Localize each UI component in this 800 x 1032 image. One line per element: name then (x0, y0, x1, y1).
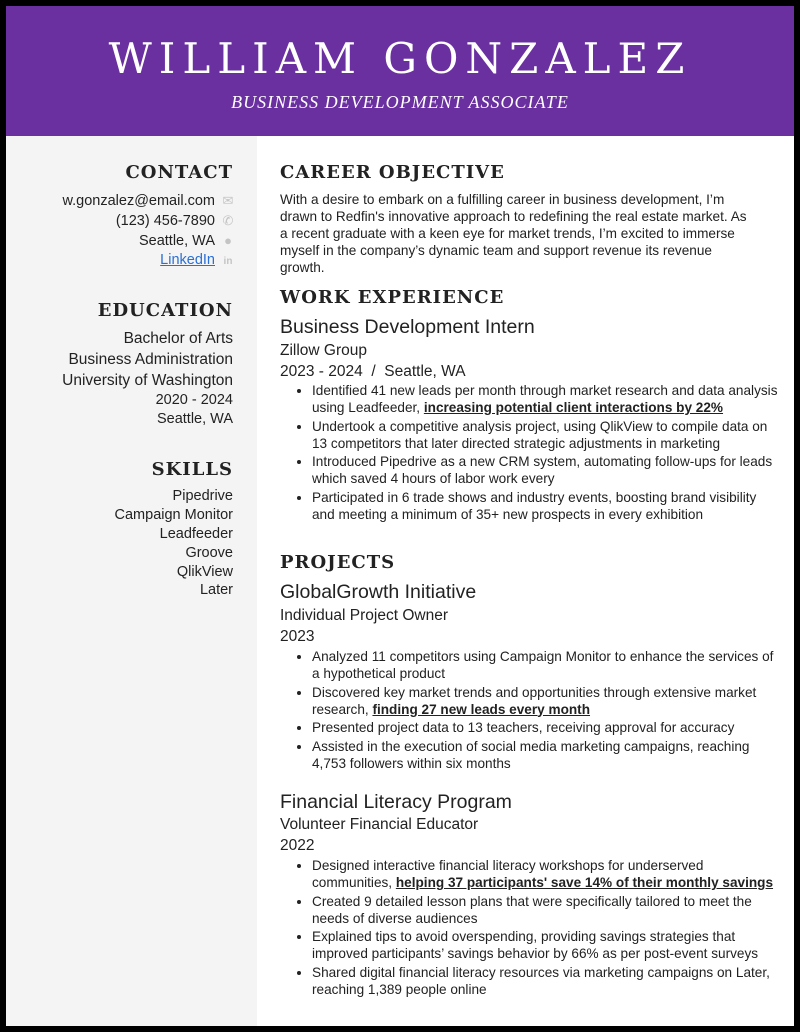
objective-text: With a desire to embark on a fulfilling career in business development, I’m drawn to Redfin's innovative approach to redefining the real estate market. As a recent graduate with a keen eye for market trends, I’m excited to immerse myself in the company’s dynamic team and support revenue its revenue growth. (280, 192, 747, 275)
envelope-icon: ✉ (222, 193, 234, 208)
education-degree: Bachelor of Arts (123, 330, 233, 347)
linkedin-icon: in (223, 256, 233, 267)
phone-text: (123) 456-7890 (115, 213, 215, 229)
list-item: • Participated in 6 trade shows and industry events, boosting brand visibility and meeting a minimum of 35+ new prospects in every exhibition (312, 489, 782, 523)
project-bullets (290, 648, 782, 773)
candidate-role: BUSINESS DEVELOPMENT ASSOCIATE (231, 92, 569, 112)
education-school: University of Washington (62, 372, 233, 389)
project-name: Financial Literacy Program (280, 791, 512, 813)
project-bullets (290, 857, 782, 999)
education-heading: EDUCATION (97, 300, 233, 321)
contact-heading: CONTACT (125, 162, 233, 183)
sidebar (6, 136, 257, 1026)
list-item: • Undertook a competitive analysis project, using QlikView to compile data on 13 competitors that later directed strategic adjustments in marketing (312, 418, 782, 452)
contact-email (62, 191, 235, 211)
job-title: Business Development Intern (280, 316, 535, 338)
phone-icon: ✆ (222, 213, 234, 228)
list-item: • Created 9 detailed lesson plans that were specifically tailored to meet the needs of diverse audiences (312, 893, 782, 927)
skills-heading: SKILLS (151, 459, 233, 480)
list-item: • Designed interactive financial literacy workshops for underserved communities, helping 37 participants' save 14% of their monthly savings (312, 857, 782, 891)
contact-linkedin (160, 251, 235, 271)
job-company: Zillow Group (280, 342, 367, 359)
job-dates-location: 2023 - 2024 / Seattle, WA (280, 363, 466, 380)
list-item: • Presented project data to 13 teachers, receiving approval for accuracy (312, 719, 782, 736)
education-dates: 2020 - 2024 (155, 392, 233, 408)
list-item: • Assisted in the execution of social media marketing campaigns, reaching 4,753 followers within six months (312, 738, 782, 772)
project-name: GlobalGrowth Initiative (280, 581, 477, 603)
list-item: • Discovered key market trends and opportunities through extensive market research, finding 27 new leads every month (312, 684, 782, 718)
projects-heading: PROJECTS (280, 552, 396, 573)
map-pin-icon: ● (224, 233, 232, 248)
project-year: 2022 (280, 837, 315, 854)
list-item: • Introduced Pipedrive as a new CRM system, automating follow-ups for leads which saved 4 hours of labor work every (312, 453, 782, 487)
skill-item: Leadfeeder (159, 526, 233, 542)
experience-bullets (290, 382, 782, 524)
list-item: • Explained tips to avoid overspending, providing savings strategies that improved participants’ savings behavior by 66% as per post-event surveys (312, 928, 782, 962)
skill-item: QlikView (176, 564, 233, 580)
education-location: Seattle, WA (156, 411, 233, 427)
resume-page (6, 6, 794, 1026)
objective-heading: CAREER OBJECTIVE (280, 162, 505, 183)
list-item: • Shared digital financial literacy resources via marketing campaigns on Later, reaching 1,389 people online (312, 964, 782, 998)
list-item: • Identified 41 new leads per month through market research and data analysis using Leadfeeder, increasing potential client interactions by 22% (312, 382, 782, 416)
location-text: Seattle, WA (138, 233, 215, 249)
skill-item: Later (199, 582, 233, 598)
linkedin-link[interactable]: LinkedIn (160, 252, 215, 268)
project-role: Volunteer Financial Educator (280, 816, 479, 833)
skill-item: Groove (185, 545, 233, 561)
skill-item: Pipedrive (172, 488, 233, 504)
contact-phone (116, 211, 235, 231)
skill-item: Campaign Monitor (114, 507, 233, 523)
project-year: 2023 (280, 628, 315, 645)
email-text: w.gonzalez@email.com (62, 193, 215, 209)
candidate-name: WILLIAM GONZALEZ (108, 34, 692, 83)
list-item: • Analyzed 11 competitors using Campaign Monitor to enhance the services of a hypothetical product (312, 648, 782, 682)
education-major: Business Administration (68, 351, 233, 368)
resume-header (6, 6, 794, 136)
project-role: Individual Project Owner (280, 607, 448, 624)
contact-location (139, 231, 235, 251)
experience-heading: WORK EXPERIENCE (280, 287, 505, 308)
